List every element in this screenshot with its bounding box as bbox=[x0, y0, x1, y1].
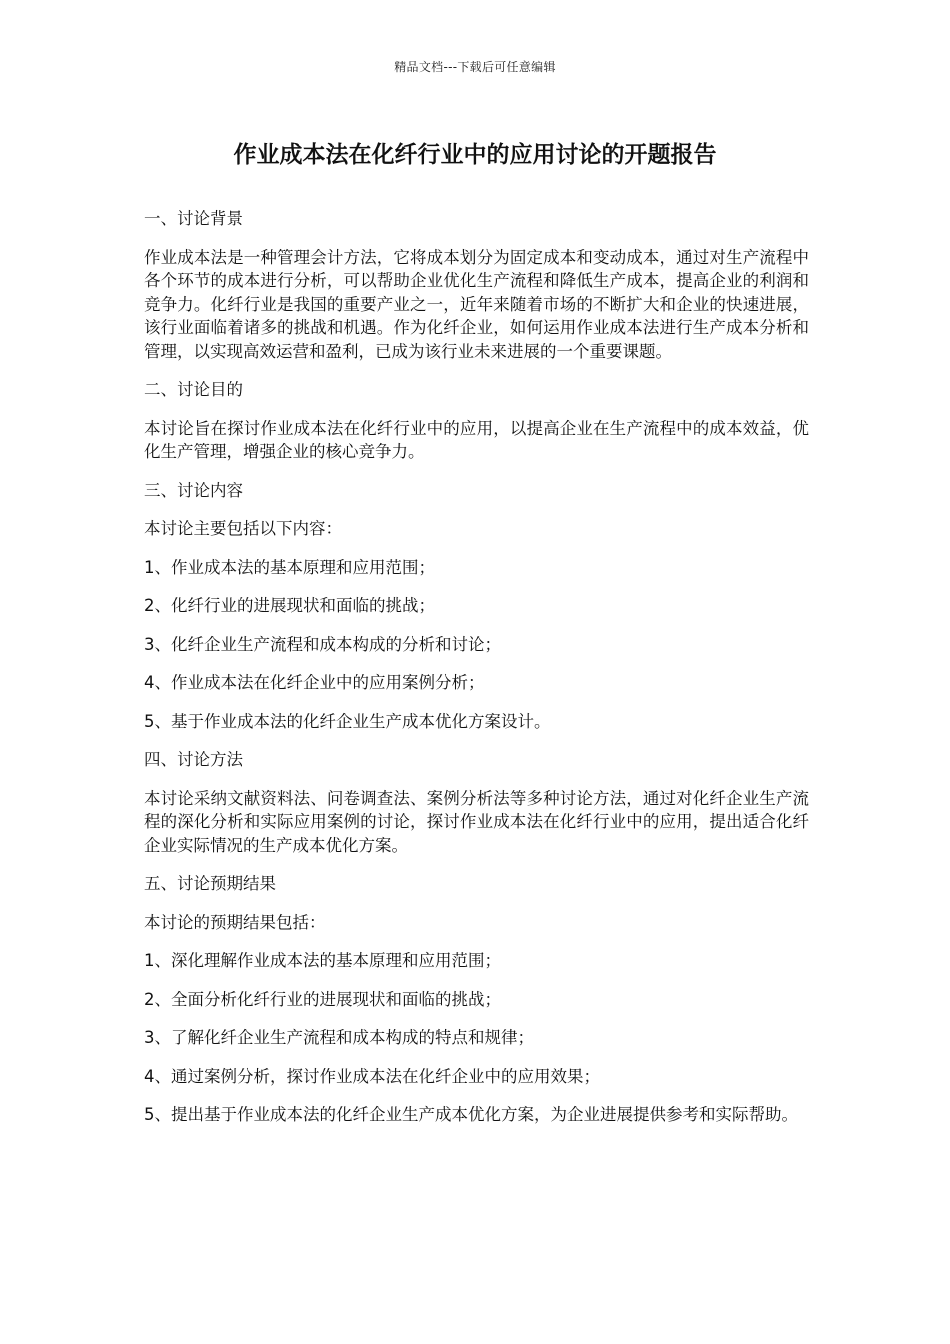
section-heading-purpose: 二、讨论目的 bbox=[144, 380, 243, 399]
section-heading-content: 三、讨论内容 bbox=[144, 480, 243, 500]
list-item: 5、提出基于作业成本法的化纤企业生产成本优化方案，为企业进展提供参考和实际帮助。 bbox=[144, 1105, 798, 1124]
list-item: 2、全面分析化纤行业的进展现状和面临的挑战； bbox=[144, 989, 501, 1009]
paragraph-purpose: 本讨论旨在探讨作业成本法在化纤行业中的应用，以提高企业在生产流程中的成本效益，优化生产管理，增强企业的核心竞争力。 bbox=[144, 418, 809, 461]
list-item: 3、化纤企业生产流程和成本构成的分析和讨论； bbox=[144, 634, 501, 654]
list-item: 5、基于作业成本法的化纤企业生产成本优化方案设计。 bbox=[144, 711, 551, 731]
paragraph-content-intro: 本讨论主要包括以下内容： bbox=[144, 519, 342, 538]
list-item: 4、通过案例分析，探讨作业成本法在化纤企业中的应用效果； bbox=[144, 1066, 600, 1086]
list-item: 1、作业成本法的基本原理和应用范围； bbox=[144, 557, 435, 577]
section-heading-results: 五、讨论预期结果 bbox=[144, 874, 276, 893]
header-note: 精品文档---下载后可任意编辑 bbox=[394, 60, 556, 74]
section-heading-background: 一、讨论背景 bbox=[144, 209, 243, 228]
paragraph-method: 本讨论采纳文献资料法、问卷调查法、案例分析法等多种讨论方法，通过对化纤企业生产流程的深化分析和实际应用案例的讨论，探讨作业成本法在化纤行业中的应用，提出适合化纤企业实际情况的生产成本优化方案。 bbox=[144, 788, 809, 855]
list-item: 1、深化理解作业成本法的基本原理和应用范围； bbox=[144, 951, 501, 970]
list-item: 2、化纤行业的进展现状和面临的挑战； bbox=[144, 596, 435, 615]
list-item: 3、了解化纤企业生产流程和成本构成的特点和规律； bbox=[144, 1028, 534, 1047]
paragraph-results-intro: 本讨论的预期结果包括： bbox=[144, 912, 326, 932]
document-body bbox=[144, 207, 809, 1142]
document-title: 作业成本法在化纤行业中的应用讨论的开题报告 bbox=[233, 142, 717, 168]
paragraph-background: 作业成本法是一种管理会计方法，它将成本划分为固定成本和变动成本，通过对生产流程中各个环节的成本进行分析，可以帮助企业优化生产流程和降低生产成本，提高企业的利润和竞争力。化纤行业是我国的重要产业之一，近年来随着市场的不断扩大和企业的快速进展，该行业面临着诸多的挑战和机遇。作为化纤企业，如何运用作业成本法进行生产成本分析和管理，以实现高效运营和盈利，已成为该行业未来进展的一个重要课题。 bbox=[144, 247, 809, 361]
section-heading-method: 四、讨论方法 bbox=[144, 750, 243, 769]
list-item: 4、作业成本法在化纤企业中的应用案例分析； bbox=[144, 673, 485, 692]
